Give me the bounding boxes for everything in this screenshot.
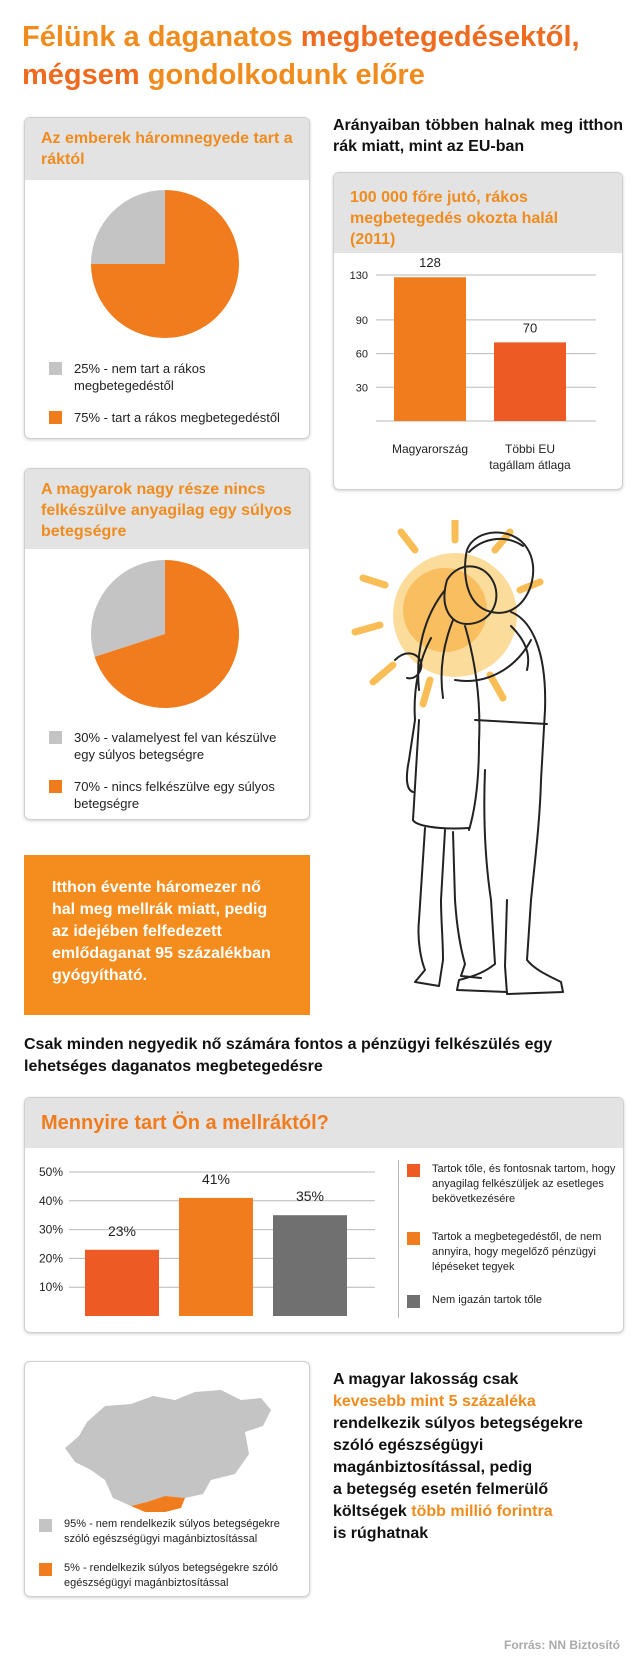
death-bar-1 [394,277,466,421]
survey-bar-1 [85,1250,159,1316]
death-category-1: Magyarország [391,442,469,456]
death-card-heading: 100 000 főre jutó, rákos megbetegedés okozta halál (2011) [334,173,622,253]
insurance-text-line-8: is rúghatnak [333,1525,429,1542]
death-ytick-1: 30 [355,382,368,395]
fear-legend-gray [49,360,299,394]
survey-legend-3-label: Nem igazán tartok tőle [432,1294,543,1306]
source-credit: Forrás: NN Biztosító [503,1638,620,1652]
insurance-text-line-4: szóló egészségügyi [333,1437,484,1454]
death-bar-2 [494,342,566,421]
survey-legend-1 [407,1162,617,1207]
fear-pie-chart [85,184,245,344]
death-bar-label-1: 128 [419,255,441,271]
survey-legend-2-label: Tartok a megbetegedéstől, de nem annyira, hogy megelőző pénzügyi lépéseket tegyek [432,1231,602,1273]
death-category-2-line-2: tagállam átlaga [489,458,571,472]
survey-bar-label-3: 35% [295,1188,325,1205]
title-part-2: megbetegedésektől, [300,21,580,53]
survey-ytick-3: 30% [38,1222,63,1237]
breast-cancer-box: Itthon évente háromezer nő hal meg mellrák miatt, pedig az idejében felfedezett emlődaganat 95 százalékban gyógyítható. [24,855,310,1015]
legend-swatch-dark-gray [407,1295,420,1308]
survey-bar-label-1: 23% [107,1222,137,1239]
insurance-text-line-6: a betegség esetén felmerülő [333,1481,549,1498]
legend-swatch-orange [49,780,62,793]
insurance-card [24,1361,310,1597]
legend-swatch-orange [407,1232,420,1245]
insurance-text-line-7a: költségek [333,1503,407,1520]
legend-swatch-red [407,1164,420,1177]
insurance-legend-gray-label: 95% - nem rendelkezik súlyos betegségekre szóló egészségügyi magánbiztosítással [64,1518,280,1545]
insurance-text-line-5: magánbiztosítással, pedig [333,1459,533,1476]
legend-swatch-gray [49,362,62,375]
insurance-legend-orange-label: 5% - rendelkezik súlyos betegségekre szóló egészségügyi magánbiztosítással [64,1562,279,1589]
fear-legend-gray-label: 25% - nem tart a rákos megbetegedéstől [74,361,206,393]
prep-legend-orange-label: 70% - nincs felkészülve egy súlyos betegségre [74,779,275,811]
survey-legend-2 [407,1230,617,1275]
page-title [22,18,622,94]
death-bar-chart [334,253,623,490]
hungary-map-chart [35,1370,295,1520]
insurance-text [333,1369,623,1545]
survey-legend-1-label: Tartok tőle, és fontosnak tartom, hogy anyagilag felkészüljek az esetleges bekövetkezésére [432,1163,616,1205]
prep-legend-gray [49,729,299,763]
hungary-map-gray-area [65,1390,271,1506]
survey-ytick-5: 50% [38,1165,63,1179]
death-intro: Arányaiban többen halnak meg itthon rák miatt, mint az EU-ban [333,117,623,155]
prep-legend-orange [49,778,299,812]
death-bar-label-2: 70 [522,320,538,336]
insurance-text-line-3: rendelkezik súlyos betegségekre [333,1415,583,1432]
insurance-text-line-1: A magyar lakosság csak [333,1371,519,1388]
fear-legend-orange-label: 75% - tart a rákos megbetegedéstől [74,410,280,425]
survey-ytick-4: 40% [38,1193,63,1208]
fear-card [24,117,310,439]
insurance-text-line-2: kevesebb mint 5 százaléka [333,1393,536,1410]
title-part-4: gondolkodunk előre [147,59,425,91]
survey-bar-3 [273,1215,347,1316]
title-part-1: Félünk a daganatos [22,21,293,53]
death-card [333,172,623,490]
survey-ytick-2: 20% [38,1251,63,1266]
fear-card-heading: Az emberek háromnegyede tart a ráktól [25,118,309,180]
legend-swatch-gray [39,1519,52,1532]
fear-legend-orange [49,409,304,426]
survey-bar-chart [25,1148,395,1333]
death-ytick-3: 90 [355,314,368,327]
survey-ytick-1: 10% [38,1280,63,1295]
insurance-text-line-7b: több millió forintra [411,1503,553,1520]
survey-card [24,1097,624,1333]
legend-swatch-orange [49,411,62,424]
survey-divider [398,1160,399,1318]
prep-legend-gray-label: 30% - valamelyest fel van készülve egy súlyos betegségre [74,730,277,762]
prep-card-heading: A magyarok nagy része nincs felkészülve anyagilag egy súlyos betegségre [25,469,309,549]
death-ytick-4: 130 [349,270,368,282]
death-ytick-2: 60 [355,348,368,361]
insurance-legend-gray [39,1517,304,1547]
prep-pie-chart [85,554,245,714]
prep-card [24,468,310,820]
survey-card-heading: Mennyire tart Ön a mellráktól? [25,1098,623,1148]
survey-bar-label-2: 41% [201,1170,231,1187]
legend-swatch-orange [39,1563,52,1576]
fear-pie-slice-1 [91,190,165,264]
death-category-2-line-1: Többi EU [504,442,556,456]
insurance-legend-orange [39,1561,304,1591]
title-part-3: mégsem [22,59,140,91]
survey-legend-3 [407,1293,617,1308]
hugging-couple-illustration [335,520,625,1020]
legend-swatch-gray [49,731,62,744]
survey-bar-2 [179,1198,253,1316]
quarter-text: Csak minden negyedik nő számára fontos a pénzügyi felkészülés egy lehetséges daganatos megbetegedésre [24,1036,553,1075]
